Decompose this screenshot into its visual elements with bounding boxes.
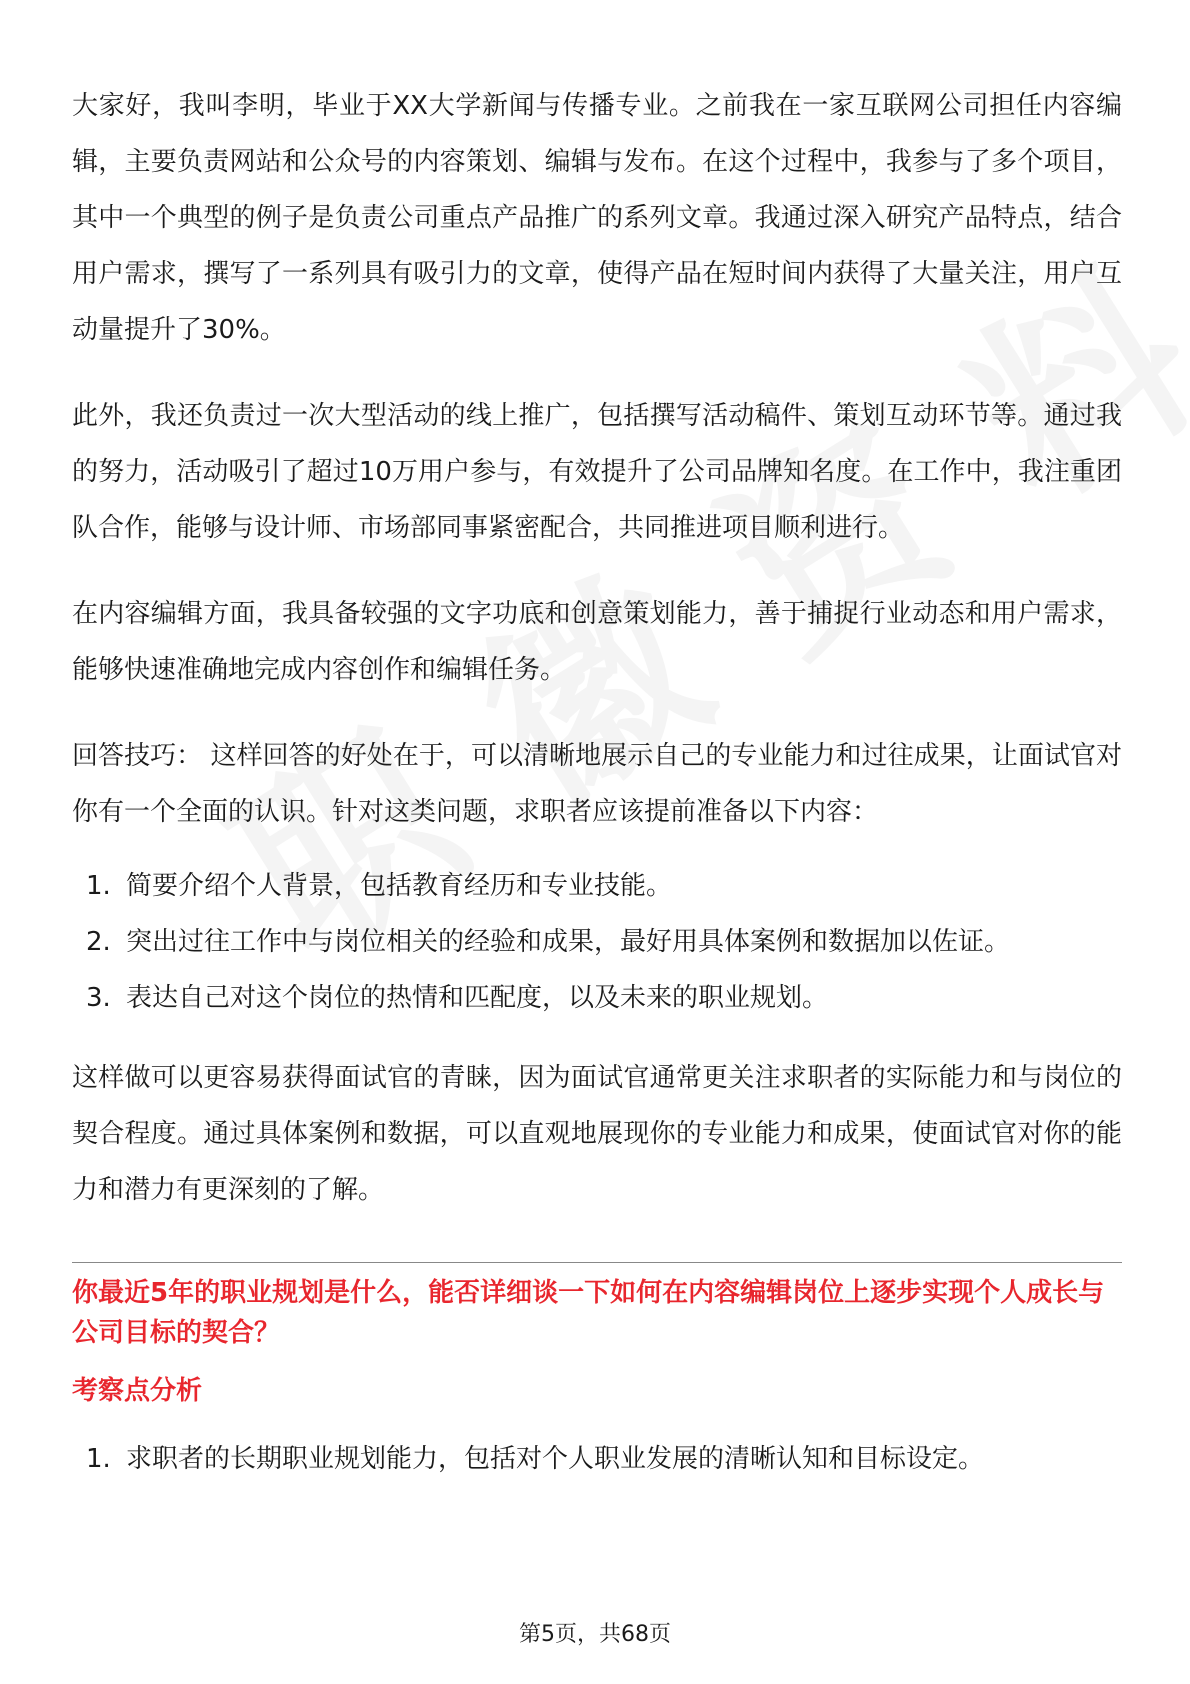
paragraph-activity: 此外，我还负责过一次大型活动的线上推广，包括撰写活动稿件、策划互动环节等。通过我的努力，活动吸引了超过10万用户参与，有效提升了公司品牌知名度。在工作中，我注重团队合作，能够与设计师、市场部同事紧密配合，共同推进项目顺利进行。 (72, 401, 1122, 543)
list-item (72, 858, 1122, 914)
page-footer: 第5页，共68页 (519, 1622, 671, 1647)
paragraph-closing: 这样做可以更容易获得面试官的青睐，因为面试官通常更关注求职者的实际能力和与岗位的契合程度。通过具体案例和数据，可以直观地展现你的专业能力和成果，使面试官对你的能力和潜力有更深刻的了解。 (72, 1063, 1122, 1205)
list-item-number: 1. (86, 871, 111, 901)
analysis-list (72, 1431, 1122, 1487)
list-item-text: 求职者的长期职业规划能力，包括对个人职业发展的清晰认知和目标设定。 (126, 1444, 985, 1474)
list-item-text: 表达自己对这个岗位的热情和匹配度，以及未来的职业规划。 (126, 983, 829, 1013)
list-item-number: 3. (86, 983, 111, 1013)
list-item-number: 2. (86, 927, 111, 957)
document-body (72, 78, 1122, 1487)
list-item (72, 970, 1122, 1026)
analysis-heading: 考察点分析 (72, 1376, 203, 1406)
list-item-number: 1. (86, 1444, 111, 1474)
list-item-text: 突出过往工作中与岗位相关的经验和成果，最好用具体案例和数据加以佐证。 (126, 927, 1011, 957)
tips-list (72, 858, 1122, 1026)
question-heading: 你最近5年的职业规划是什么，能否详细谈一下如何在内容编辑岗位上逐步实现个人成长与公司目标的契合？ (72, 1278, 1105, 1348)
list-item (72, 914, 1122, 970)
section-divider (72, 1262, 1122, 1263)
list-item (72, 1431, 1122, 1487)
paragraph-editing-skills: 在内容编辑方面，我具备较强的文字功底和创意策划能力，善于捕捉行业动态和用户需求，能够快速准确地完成内容创作和编辑任务。 (72, 599, 1122, 685)
list-item-text: 简要介绍个人背景，包括教育经历和专业技能。 (126, 871, 673, 901)
paragraph-intro: 大家好，我叫李明，毕业于XX大学新闻与传播专业。之前我在一家互联网公司担任内容编辑，主要负责网站和公众号的内容策划、编辑与发布。在这个过程中，我参与了多个项目，其中一个典型的例子是负责公司重点产品推广的系列文章。我通过深入研究产品特点，结合用户需求，撰写了一系列具有吸引力的文章，使得产品在短时间内获得了大量关注，用户互动量提升了30%。 (72, 91, 1122, 345)
paragraph-answer-tips: 回答技巧： 这样回答的好处在于，可以清晰地展示自己的专业能力和过往成果，让面试官对你有一个全面的认识。针对这类问题，求职者应该提前准备以下内容： (72, 741, 1122, 827)
